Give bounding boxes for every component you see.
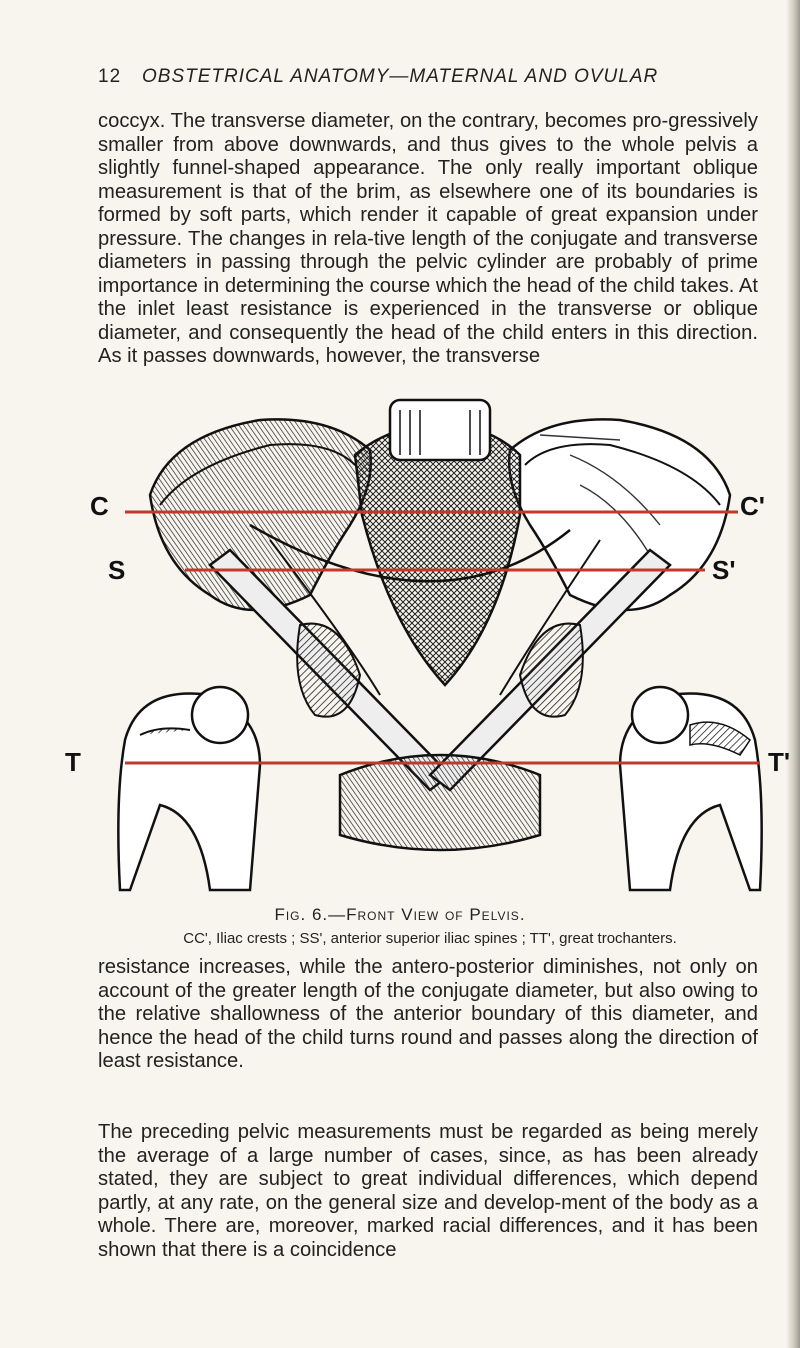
figure-caption-legend: CC', Iliac crests ; SS', anterior superior iliac spines ; TT', great trochanters. (183, 930, 677, 947)
label-s-left: S (108, 555, 126, 585)
running-title: OBSTETRICAL ANATOMY—MATERNAL AND OVULAR (142, 66, 659, 87)
page-number: 12 (98, 66, 122, 87)
running-header (98, 62, 738, 94)
label-t-left: T (65, 747, 81, 777)
page-edge (786, 0, 800, 1348)
paragraph-2: resistance increases, while the antero-posterior diminishes, not only on account of the greater length of the conjugate diameter, but also owing to the relative shallowness of the anterior boundary of this diameter, and hence the head of the child turns round and passes along the direction of least resistance. (98, 956, 758, 1072)
label-t-right: T' (768, 747, 791, 777)
label-s-right: S' (712, 555, 736, 585)
sacrum (355, 425, 520, 685)
pelvis-figure (65, 395, 791, 895)
paragraph-1: coccyx. The transverse diameter, on the contrary, becomes pro-gressively smaller from above downwards, and thus gives to the whole pelvis a slightly funnel-shaped appearance. The only really important oblique measurement is that of the brim, as elsewhere one of its boundaries is formed by soft parts, which render it capable of great expansion under pressure. The changes in rela-tive length of the conjugate and transverse diameters in passing through the pelvic cylinder are probably of prime importance in determining the course which the head of the child takes. At the inlet least resistance is experienced in the transverse or oblique diameter, and consequently the head of the child enters in this direction. As it passes downwards, however, the transverse (98, 110, 758, 367)
label-c-left: C (90, 491, 109, 521)
pelvis-illustration (100, 395, 780, 895)
paragraph-3: The preceding pelvic measurements must be regarded as being merely the average of a large number of cases, since, as has been already stated, they are subject to great individual differences, which depend partly, at any rate, on the general size and develop-ment of the body as a whole. There are, moreover, marked racial differences, and it has been shown that there is a coincidence (98, 1121, 758, 1261)
figure-caption-title: Fig. 6.—Front View of Pelvis. (274, 905, 526, 924)
label-c-right: C' (740, 491, 765, 521)
